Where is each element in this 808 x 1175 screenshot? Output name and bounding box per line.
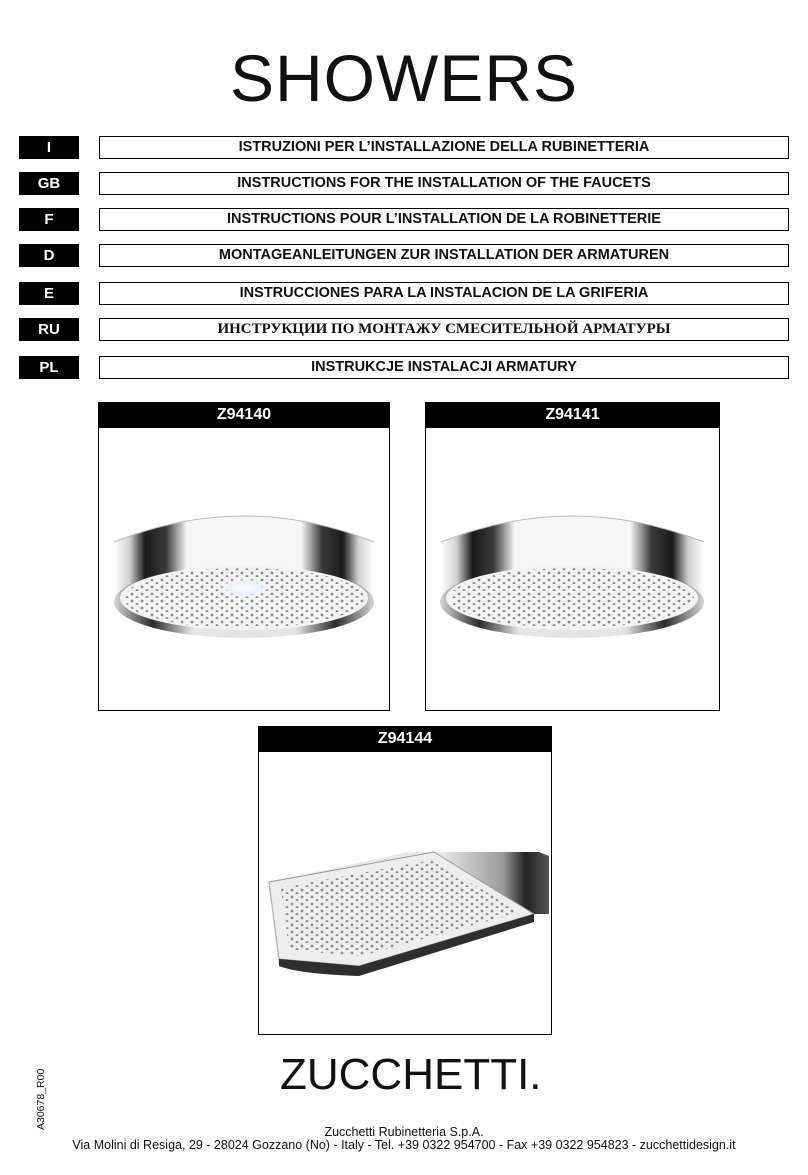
product-card-z94144 [258,726,552,1035]
page-title: SHOWERS [229,41,579,115]
language-title: ISTRUZIONI PER L’INSTALLAZIONE DELLA RUBINETTERIA [99,136,789,159]
language-title: INSTRUCTIONS FOR THE INSTALLATION OF THE FAUCETS [99,172,789,195]
language-row-es [19,282,790,306]
round-shower-head-illustration [426,430,719,708]
product-card-z94141 [425,402,720,711]
brand-logo: ZUCCHETTI. [280,1050,542,1099]
company-address: Via Molini di Resiga, 29 - 28024 Gozzano (No) - Italy - Tel. +39 0322 954700 - Fax +39 0322 954823 - zucchettidesign.it [72,1138,736,1152]
language-code: I [19,136,79,159]
company-name: Zucchetti Rubinetteria S.p.A. [324,1125,484,1139]
language-code: PL [19,356,79,379]
language-code: RU [19,318,79,341]
language-row-fr [19,208,790,232]
product-code: Z94141 [425,402,720,428]
language-code: E [19,282,79,305]
round-shower-head-illustration [99,430,389,708]
product-code: Z94140 [98,402,390,428]
language-title: INSTRUCCIONES PARA LA INSTALACION DE LA GRIFERIA [99,282,789,305]
language-title: MONTAGEANLEITUNGEN ZUR INSTALLATION DER ARMATUREN [99,244,789,267]
language-row-ru [19,318,790,342]
language-row-de [19,244,790,268]
rectangular-shower-head-illustration [259,754,551,1032]
document-reference: A30678_R00 [35,1068,47,1130]
language-row-pl [19,356,790,380]
language-title: INSTRUCTIONS POUR L’INSTALLATION DE LA ROBINETTERIE [99,208,789,231]
language-row-gb [19,172,790,196]
language-row-it [19,136,790,160]
language-code: F [19,208,79,231]
language-code: GB [19,172,79,195]
product-code: Z94144 [258,726,552,752]
language-code: D [19,244,79,267]
product-card-z94140 [98,402,390,711]
language-title: INSTRUKCJE INSTALACJI ARMATURY [99,356,789,379]
language-title: ИНСТРУКЦИИ ПО МОНТАЖУ СМЕСИТЕЛЬНОЙ АРМАТУРЫ [99,318,789,341]
